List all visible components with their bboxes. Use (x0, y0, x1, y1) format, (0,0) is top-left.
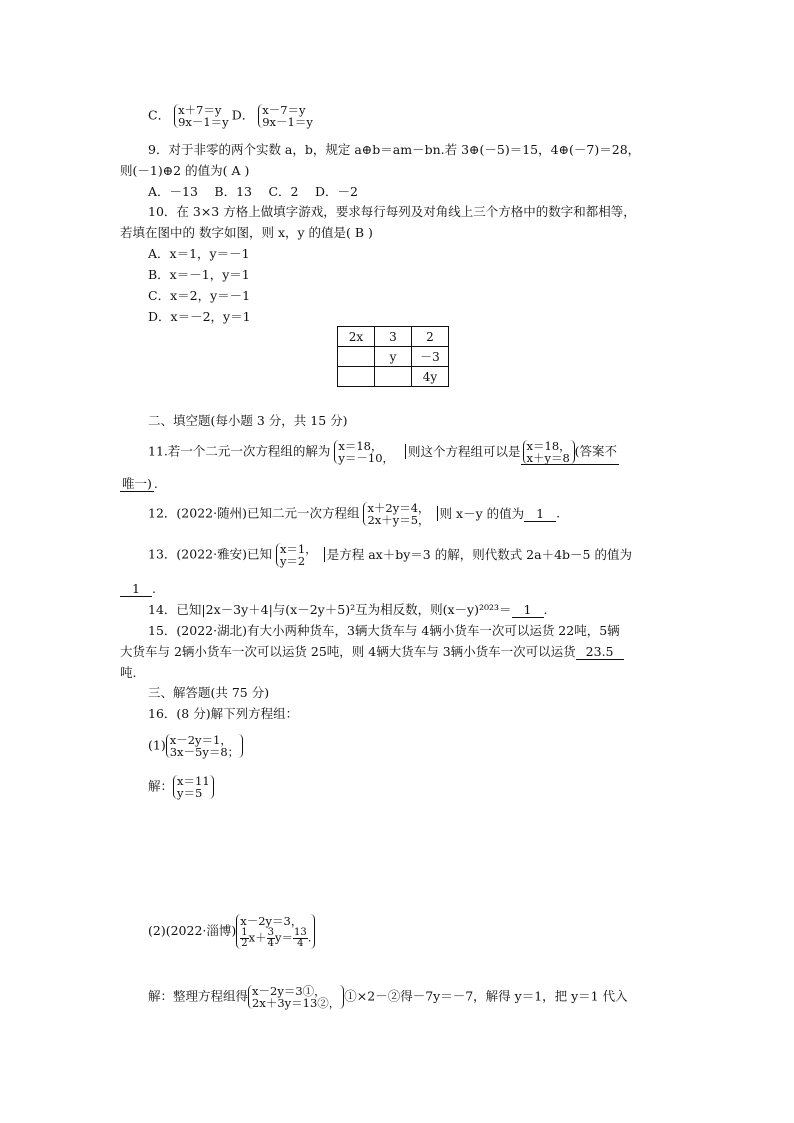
q10-option-d: D．x＝－2，y＝1 (148, 309, 251, 324)
q16-p2-eq2 (240, 928, 311, 949)
q13-system (276, 543, 320, 567)
section2-title: 二、填空题(每小题 3 分，共 15 分) (148, 413, 348, 428)
q8-d-eq1: x－7＝y (262, 103, 306, 117)
q9-line2: 则(－1)⊕2 的值为( A ) (120, 163, 250, 178)
q12-answer: 1 (524, 506, 556, 522)
q15-line1: 15．(2022·湖北)有大小两种货车，3辆大货车与 4辆小货车一次可以运货 22吨，5辆 (148, 623, 620, 638)
q13-answer: 1 (120, 581, 152, 597)
q11-end: . (153, 476, 158, 491)
q12-eq1: x＋2y＝4， (367, 501, 430, 515)
q8-c-eq2: 9x－1＝y (178, 115, 229, 129)
q16-p1-eq2: 3x－5y＝8； (169, 745, 240, 759)
q14-line (148, 602, 547, 618)
q10-line1: 10．在 3×3 方格上做填字游戏，要求每行每列及对角线上三个方格中的数字和都相等， (148, 204, 636, 219)
q10-grid (337, 326, 449, 387)
q14-answer: 1 (512, 602, 544, 618)
q15-line2 (120, 644, 624, 660)
q13-eq2: y＝2 (279, 554, 306, 568)
frac-thirteen-quarters (293, 928, 308, 949)
grid-cell (375, 367, 412, 387)
q15-line3: 吨. (120, 665, 137, 680)
frac-den: 4 (267, 938, 274, 949)
q12-end: . (556, 505, 561, 521)
q12-mid: 则 x－y 的值为 (437, 506, 525, 521)
q10-line2: 若填在图中的 数字如图，则 x，y 的值是( B ) (120, 225, 373, 240)
frac-num: 1 (241, 927, 248, 938)
grid-cell: 4y (412, 367, 449, 387)
q8-d-label: D． (231, 107, 255, 123)
q16-title: 16．(8 分)解下列方程组： (148, 706, 299, 721)
q16-sol-eq1: x＝11 (177, 774, 210, 788)
q16-solution1 (148, 775, 214, 799)
q12-eq2: 2x＋y＝5， (367, 513, 430, 527)
q16-sol-eq2: y＝5 (177, 786, 203, 800)
q16-p2-label: (2)(2022·淄博) (148, 923, 237, 938)
q16-part2 (148, 914, 315, 949)
grid-cell: 2 (412, 327, 449, 347)
q16-sol2-label: 解：整理方程组得 (148, 988, 249, 1004)
frac-den: 2 (241, 938, 248, 949)
frac-half (240, 928, 248, 949)
grid-cell (338, 367, 375, 387)
grid-cell: 3 (375, 327, 412, 347)
q10-option-a: A．x＝1，y＝－1 (148, 246, 250, 261)
frac-num: 13 (294, 927, 307, 938)
q15-text: 大货车与 2辆小货车一次可以运货 25吨，则 4辆大货车与 3辆小货车一次可以运货 (120, 644, 576, 659)
q8-options (148, 104, 316, 128)
q12-prefix: 12．(2022·随州)已知二元一次方程组 (148, 505, 360, 521)
q15-answer: 23.5 (576, 644, 624, 660)
q11-ans1: x＝18， (526, 439, 571, 453)
frac-den: 4 (297, 938, 304, 949)
q11-sol2: y＝－10， (338, 451, 395, 465)
q8-c-system (174, 104, 232, 128)
q16-sol2-text: ①×2－②得－7y＝－7，解得 y＝1，把 y＝1 代入 (344, 988, 628, 1004)
q13-end: . (152, 581, 156, 596)
grid-cell: y (375, 347, 412, 367)
q16-sol2-system (248, 985, 344, 1009)
q16-p2-eq1: x－2y＝3， (240, 914, 303, 928)
q13-eq1: x＝1， (279, 542, 317, 556)
q16-p1-eq1: x－2y＝1， (169, 733, 232, 747)
q8-d-system (258, 104, 316, 128)
q16-sol2-eq1: x－2y＝3①， (252, 984, 326, 998)
q16-p1-label: (1) (148, 737, 166, 753)
q14-end: . (543, 602, 548, 617)
q10-option-b: B．x＝－1，y＝1 (148, 267, 250, 282)
section3-title: 三、解答题(共 75 分) (148, 685, 270, 700)
q13-line1 (148, 543, 632, 567)
grid-cell: 2x (338, 327, 375, 347)
grid-cell (338, 347, 375, 367)
q16-sol2-eq2: 2x＋3y＝13②， (252, 996, 341, 1010)
q8-c-eq1: x＋7＝y (178, 103, 222, 117)
q16-solution2 (148, 985, 628, 1009)
q11-cont: 唯一) (122, 476, 152, 491)
q11-suffix: (答案不 (574, 443, 618, 459)
q11-mid: 则这个方程组可以是 (405, 444, 521, 459)
q11-prefix: 11.若一个二元一次方程组的解为 (148, 443, 331, 459)
q16-sol-system (173, 775, 214, 799)
q9-line1: 9．对于非零的两个实数 a，b，规定 a⊕b＝am－bn.若 3⊕(－5)＝15，4⊕(－7)＝28， (148, 142, 641, 157)
q11-sol1: x＝18， (338, 439, 383, 453)
q10-option-c: C．x＝2，y＝－1 (148, 288, 251, 303)
frac-three-quarters (267, 928, 275, 949)
grid-row (338, 347, 449, 367)
q11-line1 (148, 440, 619, 465)
q13-line2 (120, 581, 156, 597)
q16-part1 (148, 734, 243, 758)
q16-p1-system (166, 734, 243, 758)
grid-row (338, 367, 449, 387)
grid-row (338, 327, 449, 347)
q16-p2-mid: x＋ (248, 930, 267, 945)
q11-ans2: x＋y＝8 (526, 451, 570, 465)
q8-d-eq2: 9x－1＝y (262, 115, 313, 129)
q9-options: A．－13 B．13 C．2 D．－2 (148, 184, 358, 199)
frac-num: 3 (267, 927, 274, 938)
q13-prefix: 13．(2022·雅安)已知 (148, 546, 272, 562)
q12-system (363, 502, 432, 526)
q11-solution (334, 440, 397, 464)
q14-text: 14．已知|2x－3y＋4|与(x－2y＋5)²互为相反数，则(x－y)²⁰²³＝ (148, 602, 512, 617)
q8-c-label: C． (148, 107, 171, 123)
q16-sol-label: 解： (148, 778, 174, 794)
q16-p2-mid2: y＝ (275, 930, 293, 945)
q11-line2 (120, 476, 158, 492)
q12-line (148, 502, 560, 526)
q13-mid: 是方程 ax＋by＝3 的解，则代数式 2a＋4b－5 的值为 (324, 547, 632, 562)
q11-answer (521, 440, 620, 465)
grid-cell: －3 (412, 347, 449, 367)
q16-p2-end: . (307, 930, 312, 945)
q16-p2-system (236, 914, 315, 949)
